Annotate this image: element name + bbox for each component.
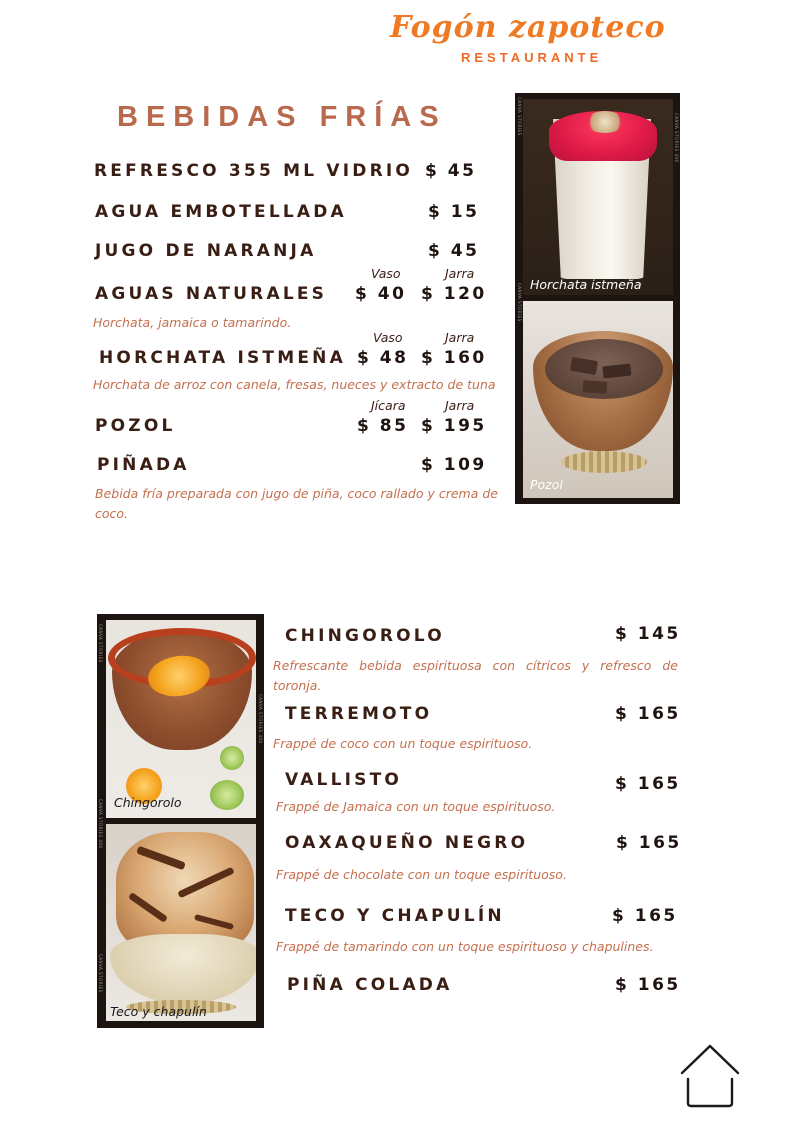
home-icon[interactable] bbox=[679, 1043, 741, 1109]
menu-item-price: $ 48 bbox=[357, 348, 409, 368]
photo-caption: Teco y chapulín bbox=[110, 1004, 207, 1019]
photo-strip: CANVA STORIES CANVA STORIES 400 CANVA STORIES Horchata istmeña Pozol bbox=[515, 93, 680, 504]
size-label: Jarra bbox=[445, 266, 475, 281]
menu-item-name: TECO Y CHAPULÍN bbox=[285, 906, 505, 926]
menu-item-name: AGUA EMBOTELLADA bbox=[95, 202, 347, 222]
menu-item-price: $ 165 bbox=[612, 906, 678, 926]
menu-item-name: TERREMOTO bbox=[285, 704, 433, 724]
photo-strip: CANVA STORIES CANVA STORIES 400 CANVA STORIES 400 CANVA STORIES Chingorolo Teco y chapulín bbox=[97, 614, 264, 1028]
menu-item-description: Frappé de tamarindo con un toque espirituoso y chapulines. bbox=[276, 939, 654, 954]
chingorolo-photo bbox=[106, 620, 256, 818]
menu-item-price: $ 45 bbox=[425, 161, 477, 181]
size-label: Jícara bbox=[371, 398, 406, 413]
menu-item-description: Horchata de arroz con canela, fresas, nueces y extracto de tuna bbox=[93, 377, 496, 392]
menu-item-price: $ 120 bbox=[421, 284, 487, 304]
menu-item-name: OAXAQUEÑO NEGRO bbox=[285, 833, 529, 853]
menu-item-price: $ 109 bbox=[421, 455, 487, 475]
menu-item-description: Frappé de chocolate con un toque espirituoso. bbox=[276, 867, 567, 882]
photo-caption: Chingorolo bbox=[114, 795, 182, 810]
menu-item-description: Horchata, jamaica o tamarindo. bbox=[93, 315, 292, 330]
menu-item-price: $ 165 bbox=[615, 975, 681, 995]
menu-item-price: $ 45 bbox=[428, 241, 480, 261]
menu-item-description: Refrescante bebida espirituosa con cítricos y refresco de toronja. bbox=[273, 658, 678, 693]
menu-item-description: Frappé de coco con un toque espirituoso. bbox=[273, 736, 533, 751]
menu-item-name: PIÑA COLADA bbox=[287, 975, 453, 995]
menu-item-price: $ 195 bbox=[421, 416, 487, 436]
menu-item-price: $ 40 bbox=[355, 284, 407, 304]
menu-item-price: $ 160 bbox=[421, 348, 487, 368]
menu-item-name: POZOL bbox=[95, 416, 176, 436]
section-title: BEBIDAS FRÍAS bbox=[117, 101, 447, 133]
size-label: Vaso bbox=[373, 330, 403, 345]
brand-subtitle: RESTAURANTE bbox=[461, 50, 603, 65]
photo-caption: Horchata istmeña bbox=[530, 277, 642, 292]
menu-item-name: VALLISTO bbox=[285, 770, 403, 790]
menu-item-description: Bebida fría preparada con jugo de piña, coco rallado y crema de coco. bbox=[95, 486, 498, 521]
teco-photo bbox=[106, 824, 256, 1021]
photo-caption: Pozol bbox=[530, 477, 563, 492]
menu-item-price: $ 145 bbox=[615, 624, 681, 644]
pozol-photo bbox=[523, 301, 673, 498]
menu-item-price: $ 15 bbox=[428, 202, 480, 222]
size-label: Jarra bbox=[445, 398, 475, 413]
size-label: Jarra bbox=[445, 330, 475, 345]
menu-item-price: $ 165 bbox=[615, 774, 681, 794]
menu-item-description: Frappé de Jamaica con un toque espirituoso. bbox=[276, 799, 556, 814]
menu-item-price: $ 85 bbox=[357, 416, 409, 436]
menu-item-name: CHINGOROLO bbox=[285, 626, 445, 646]
menu-item-price: $ 165 bbox=[616, 833, 682, 853]
brand-logo: Fogón zapoteco bbox=[390, 10, 666, 45]
size-label: Vaso bbox=[371, 266, 401, 281]
menu-item-price: $ 165 bbox=[615, 704, 681, 724]
menu-item-name: AGUAS NATURALES bbox=[95, 284, 328, 304]
menu-item-name: PIÑADA bbox=[97, 455, 190, 475]
menu-item-name: HORCHATA ISTMEÑA bbox=[99, 348, 346, 368]
horchata-photo bbox=[523, 99, 673, 295]
menu-item-name: REFRESCO 355 ML VIDRIO bbox=[94, 161, 414, 181]
menu-item-name: JUGO DE NARANJA bbox=[95, 241, 317, 261]
